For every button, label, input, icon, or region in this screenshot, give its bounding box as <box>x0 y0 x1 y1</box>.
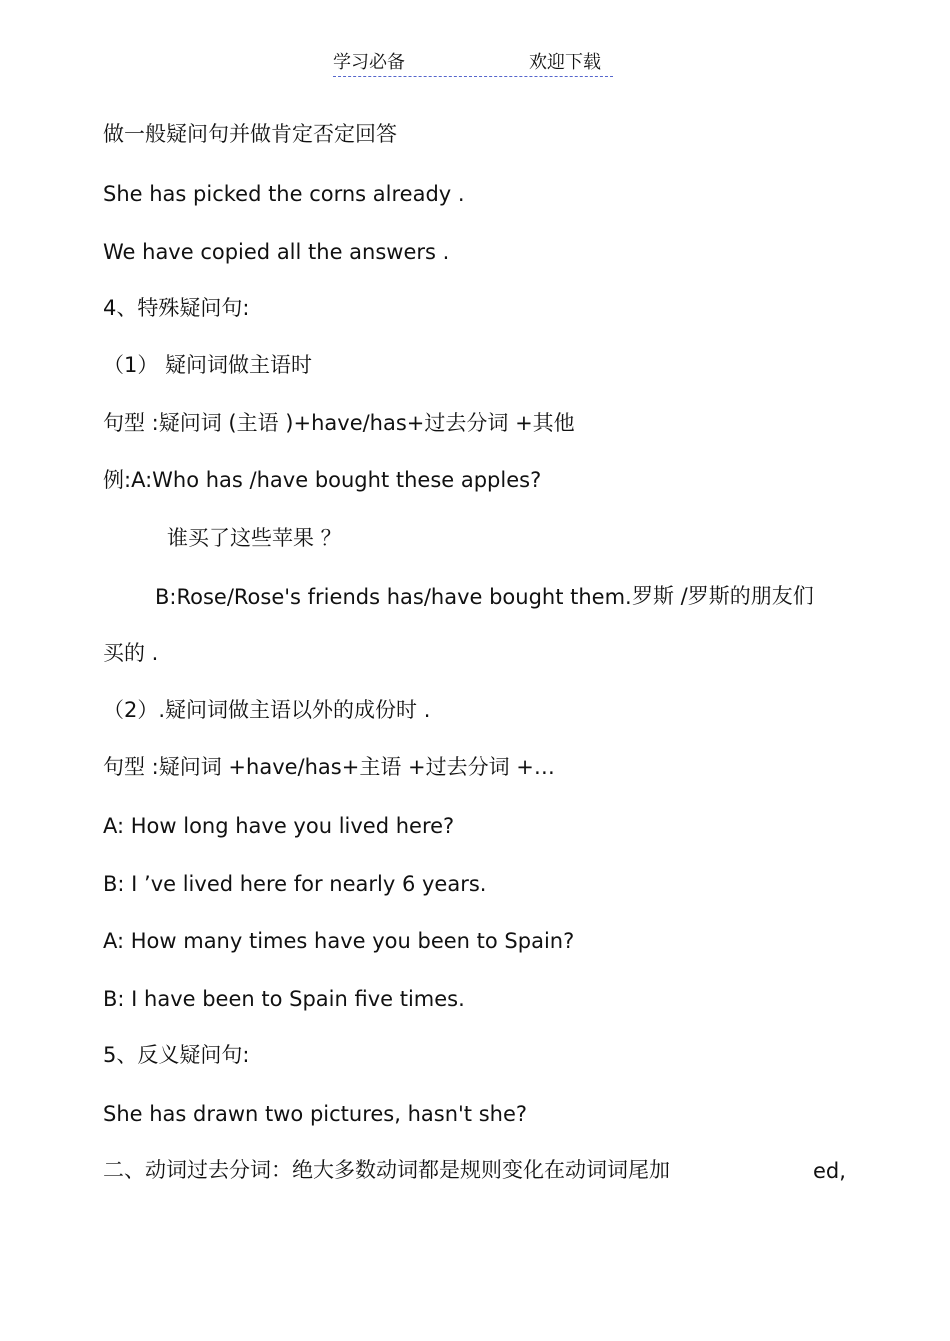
example-sentence-2: We have copied all the answers . <box>103 240 450 264</box>
header-left-text: 学习必备 <box>333 52 405 73</box>
tag-question-example: She has drawn two pictures, hasn't she? <box>103 1102 528 1126</box>
translation-line-2-part-1: 罗斯 /罗斯的朋友们 <box>632 584 814 608</box>
example-sentence-1: She has picked the corns already . <box>103 182 465 206</box>
pattern-line-2: 句型 :疑问词 +have/has+主语 +过去分词 +… <box>103 755 555 779</box>
page-header <box>333 48 613 77</box>
section-two-heading: 二、动词过去分词：绝大多数动词都是规则变化在动词词尾加 <box>103 1158 670 1182</box>
example-answer-1: B:Rose/Rose's friends has/have bought them. <box>155 585 632 609</box>
example-question-1: 例:A:Who has /have bought these apples? <box>103 468 542 492</box>
dialogue-line-b1: B: I ’ve lived here for nearly 6 years. <box>103 872 487 896</box>
pattern-line-1: 句型 :疑问词 (主语 )+have/has+过去分词 +其他 <box>103 411 575 435</box>
dialogue-line-b2: B: I have been to Spain five times. <box>103 987 465 1011</box>
subsection-heading-1: （1） 疑问词做主语时 <box>103 353 313 377</box>
translation-line-1: 谁买了这些苹果 ？ <box>167 526 342 550</box>
dialogue-line-a2: A: How many times have you been to Spain? <box>103 929 575 953</box>
instruction-line: 做一般疑问句并做肯定否定回答 <box>103 122 397 146</box>
section-heading-5: 5、反义疑问句: <box>103 1043 250 1067</box>
dialogue-line-a1: A: How long have you lived here? <box>103 814 455 838</box>
section-two-suffix: ed, <box>813 1159 846 1183</box>
header-right-text: 欢迎下载 <box>529 52 601 73</box>
section-heading-4: 4、特殊疑问句: <box>103 296 250 320</box>
translation-line-2-part-2: 买的 . <box>103 641 159 665</box>
subsection-heading-2: （2）.疑问词做主语以外的成份时 . <box>103 698 431 722</box>
